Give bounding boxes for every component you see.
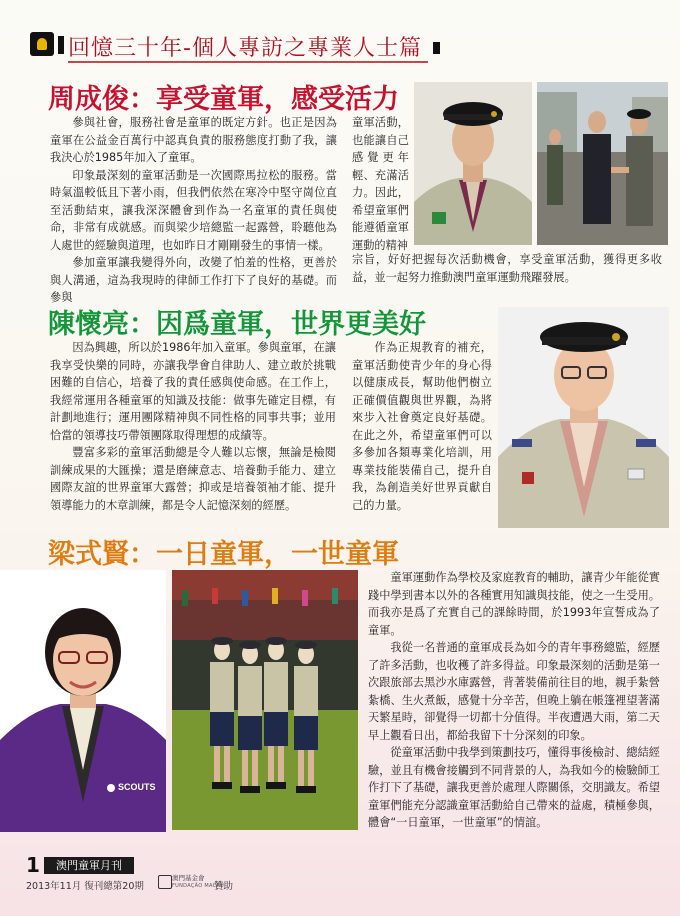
- section2-paragraph: 作為正規教育的補充，童軍活動使青少年的身心得以健康成長，幫助他們樹立正確價值觀與世界觀，為將來步入社會奠定良好基礎。在此之外，希望童軍們可以多參加各類專業化培訓，用專業技能裝備自己，提升自我，為創造美好世界貢獻自己的力量。: [352, 341, 492, 512]
- section1-paragraph: 童軍活動，也能讓自己感覺更年輕、充滿活力。因此，希望童軍們能遵循童軍運動的精神: [352, 116, 409, 252]
- section1-paragraph: 參與社會，服務社會是童軍的既定方針。也正是因為童軍在公益金百萬行中認真負責的服務態度打動了我，讓我決心於1985年加入了童軍。: [50, 116, 337, 164]
- portrait-photo-chen: [498, 307, 669, 528]
- portrait-photo-leung: [0, 570, 166, 832]
- section3-title: 梁式賢：一日童軍，一世童軍: [48, 539, 399, 570]
- page-header-title: 回憶三十年-個人專訪之專業人士篇: [68, 36, 422, 61]
- portrait-photo-zhou: [414, 82, 532, 245]
- section2-paragraph: 豐富多彩的童軍活動總是令人難以忘懷，無論是檢閱訓練成果的大匯操；還是磨練意志、培養動手能力、建立國際友誼的世界童軍大露營；抑或是培養領袖才能、提升領導能力的木章訓練，都是令人記憶深刻的經歷。: [50, 446, 336, 512]
- section3-paragraph: 童軍運動作為學校及家庭教育的輔助，讓青少年能從實踐中學到書本以外的各種實用知識與技能，使之一生受用。而我亦是爲了充實自己的課餘時間，於1993年宣誓成為了童軍。: [368, 571, 660, 637]
- ceremony-photo: [537, 82, 668, 245]
- section1-paragraph: 宗旨，好好把握每次活動機會，享受童軍活動，獲得更多收益，並一起努力推動澳門童軍運動飛躍發展。: [352, 253, 662, 284]
- section1-body-continued: [352, 251, 662, 286]
- scouts-badge-text: SCOUTS: [118, 782, 156, 792]
- section1-paragraph: 參加童軍讓我變得外向，改變了怕羞的性格，更善於與人溝通，這為我現時的律師工作打下了良好的基礎。而參與: [50, 256, 337, 304]
- section3-body: [368, 569, 660, 832]
- group-photo: [172, 570, 358, 830]
- header-underline: [68, 61, 428, 63]
- section1-body-col1: [50, 114, 337, 307]
- macau-foundation-logo-icon: [158, 875, 172, 889]
- macau-foundation-name: 澳門基金會: [172, 874, 205, 882]
- section1-body-col2: [352, 114, 409, 254]
- section2-paragraph: 因為興趣，所以於1986年加入童軍。參與童軍，在讓我享受快樂的同時，亦讓我學會自律助人、建立敢於挑戰困難的自信心，培養了我的責任感與使命感。在工作上，我經常運用各種童軍的知識及技能：做事先確定目標，有計劃地進行；運用團隊精神與不同性格的同事共事；並用恰當的領導技巧帶領團隊取得理想的成績等。: [50, 341, 336, 442]
- sponsor-text: 贊助: [214, 881, 234, 892]
- scout-emblem-icon: [30, 32, 54, 56]
- magazine-name: 澳門童軍月刊: [44, 857, 134, 874]
- macau-foundation-subname: FUNDAÇÃO MACAU: [172, 883, 225, 889]
- section2-body-col1: [50, 339, 336, 514]
- header-end-mark: [433, 42, 440, 54]
- section3-paragraph: 從童軍活動中我學到策劃技巧，懂得事後檢討、總結經驗，並且有機會接觸到不同背景的人，為我如今的檢驗師工作打下了基礎，讓我更善於處理人際關係，交朋識友。希望童軍們能充分認識童軍活動給自己帶來的益處，積極參與，體會“一日童軍，一世童軍”的情誼。: [368, 746, 660, 829]
- section3-paragraph: 我從一名普通的童軍成長為如今的青年事務總監，經歷了許多活動，也收穫了許多得益。印象最深刻的活動是第一次跟旅部去黑沙水庫露營，背著裝備前往目的地，親手紮營紮橋、生火煮飯，感覺十分辛苦，但晚上躺在帳篷裡望著滿天繁星時，卻覺得一切都十分值得。半夜遭遇大雨，第二天早上觀看日出，都給我留下十分深刻的印象。: [368, 641, 660, 742]
- header-bar-mark: [58, 36, 64, 54]
- section2-body-col2: [352, 339, 492, 514]
- page-number: 1: [26, 853, 40, 877]
- section2-title: 陳懷亮：因爲童軍，世界更美好: [48, 309, 426, 340]
- section1-title: 周成俊：享受童軍，感受活力: [48, 84, 399, 115]
- section1-paragraph: 印象最深刻的童軍活動是一次國際馬拉松的服務。當時氣溫較低且下著小雨，但我們依然在寒冷中堅守崗位直至活動結束，讓我深深體會到作為一名童軍的責任與使命，非常有成就感。而與梁少培總監一起露營，聆聽他為人處世的經驗與道理，也如昨日才剛剛發生的事情一樣。: [50, 168, 337, 252]
- issue-info: 2013年11月 復刊總第20期: [26, 881, 144, 892]
